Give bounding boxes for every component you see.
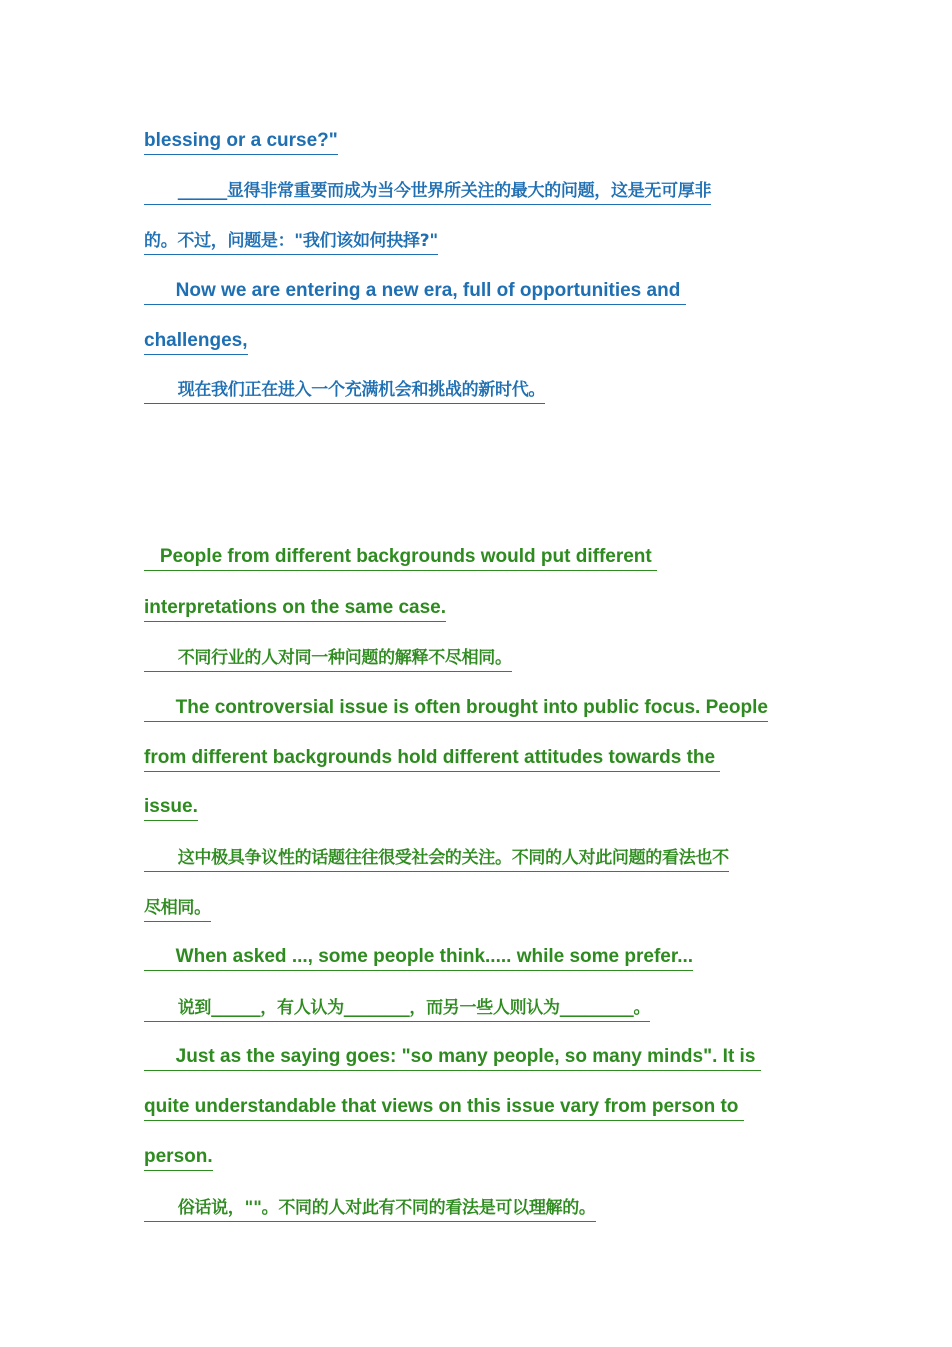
blue-line-1: blessing or a curse?": [144, 129, 338, 155]
green-line-12: quite understandable that views on this issue vary from person to: [144, 1095, 744, 1121]
green-line-9: When asked ..., some people think..... while some prefer...: [144, 945, 693, 971]
blue-line-6: 现在我们正在进入一个充满机会和挑战的新时代。: [144, 378, 545, 404]
green-line-10: 说到______，有人认为________，而另一些人则认为_________。: [144, 996, 650, 1022]
green-line-6: issue.: [144, 795, 198, 821]
green-line-13: person.: [144, 1145, 213, 1171]
green-line-1: People from different backgrounds would put different: [144, 545, 657, 571]
green-line-11: Just as the saying goes: "so many people, so many minds". It is: [144, 1045, 761, 1071]
green-line-3: 不同行业的人对同一种问题的解释不尽相同。: [144, 646, 512, 672]
blue-line-4: Now we are entering a new era, full of opportunities and: [144, 279, 686, 305]
green-line-7: 这中极具争议性的话题往往很受社会的关注。不同的人对此问题的看法也不: [144, 846, 729, 872]
green-line-5: from different backgrounds hold different attitudes towards the: [144, 746, 720, 772]
green-line-2: interpretations on the same case.: [144, 596, 446, 622]
green-line-14: 俗话说，""。不同的人对此有不同的看法是可以理解的。: [144, 1196, 596, 1222]
blue-line-5: challenges,: [144, 329, 248, 355]
green-line-8: 尽相同。: [144, 896, 211, 922]
green-line-4: The controversial issue is often brought into public focus. People: [144, 696, 768, 722]
blue-line-3: 的。不过，问题是："我们该如何抉择?": [144, 229, 438, 255]
blue-line-2: ______显得非常重要而成为当今世界所关注的最大的问题，这是无可厚非: [144, 179, 711, 205]
